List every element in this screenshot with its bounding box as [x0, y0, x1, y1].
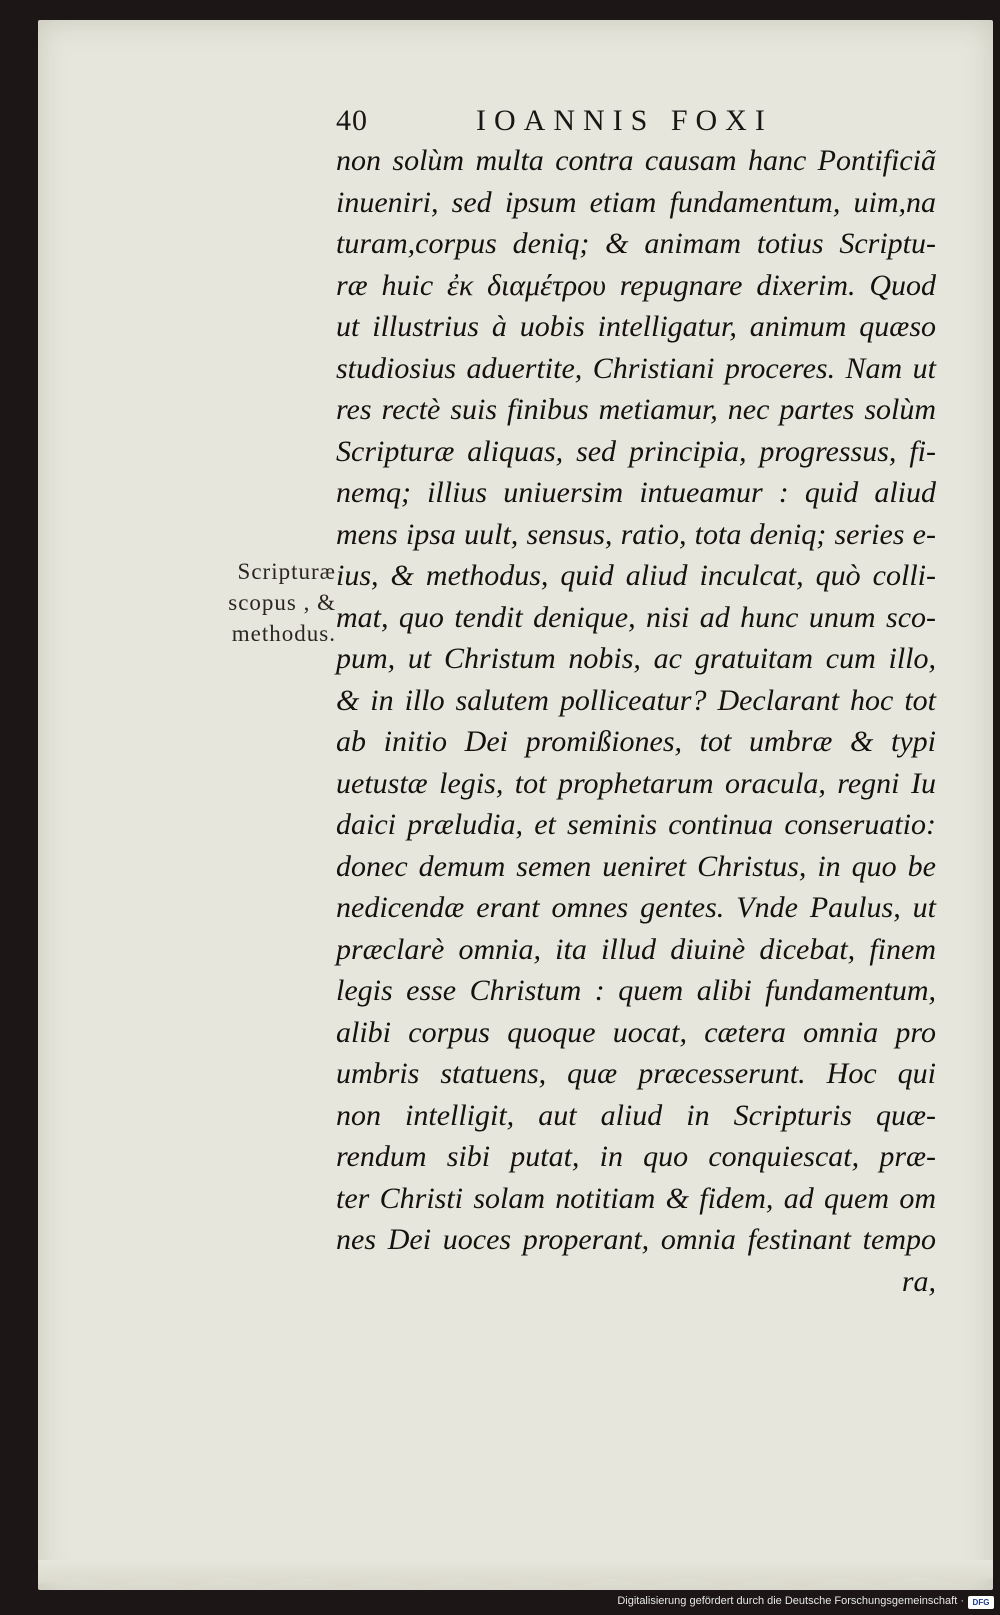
- marginal-note-line: scopus , &: [228, 590, 336, 615]
- text-line: donec demum semen ueniret Christus, in quo be: [336, 849, 936, 883]
- text-line: daici præludia, et seminis continua conseruatio:: [336, 808, 936, 841]
- text-line: alibi corpus quoque uocat, cætera omnia pro: [336, 1015, 936, 1049]
- text-line: turam,corpus deniq; & animam totius Scriptu-: [336, 227, 936, 260]
- text-line: nedicendæ erant omnes gentes. Vnde Paulus, ut: [336, 891, 936, 924]
- digitization-footer: [0, 1594, 1000, 1615]
- text-line: nemq; illius uniuersim intueamur : quid aliud: [336, 476, 936, 509]
- text-line: umbris statuens, quæ præcesserunt. Hoc qui: [336, 1057, 936, 1090]
- text-line: non solùm multa contra causam hanc Pontificiã: [336, 144, 936, 177]
- text-line: mens ipsa uult, sensus, ratio, tota deniq; series e-: [336, 517, 936, 551]
- text-line: nes Dei uoces properant, omnia festinant tempo: [336, 1223, 936, 1256]
- running-head: [336, 104, 836, 144]
- footer-credit: Digitalisierung gefördert durch die Deutsche Forschungsgemeinschaft ·: [617, 1595, 964, 1607]
- body-text: [336, 140, 936, 1302]
- page-number: 40: [336, 104, 368, 137]
- text-line: ræ huic ἐκ διαμέτρου repugnare dixerim. Quod: [336, 268, 936, 302]
- text-line: studiosius aduertite, Christiani proceres. Nam ut: [336, 351, 936, 385]
- marginal-note-line: Scripturæ: [237, 559, 336, 584]
- marginal-note-line: methodus.: [231, 621, 336, 646]
- text-line: mat, quo tendit denique, nisi ad hunc unum sco-: [336, 600, 936, 634]
- text-line: uetustæ legis, tot prophetarum oracula, regni Iu: [336, 766, 936, 800]
- text-line: inueniri, sed ipsum etiam fundamentum, uim,na: [336, 185, 936, 219]
- text-line: præclarè omnia, ita illud diuinè dicebat, finem: [336, 932, 936, 966]
- text-line: rendum sibi putat, in quo conquiescat, præ-: [336, 1140, 936, 1173]
- text-line: pum, ut Christum nobis, ac gratuitam cum illo,: [336, 642, 936, 675]
- catchword-line: ra,: [901, 1264, 936, 1298]
- text-line: ter Christi solam notitiam & fidem, ad quem om: [336, 1181, 936, 1215]
- text-line: & in illo salutem polliceatur? Declarant hoc tot: [336, 683, 936, 717]
- text-line: ius, & methodus, quid aliud inculcat, quò colli-: [336, 559, 936, 592]
- dfg-logo: DFG: [968, 1596, 994, 1609]
- text-line: ab initio Dei promißiones, tot umbræ & typi: [336, 725, 936, 758]
- text-line: legis esse Christum : quem alibi fundamentum,: [336, 974, 936, 1007]
- text-line: res rectè suis finibus metiamur, nec partes solùm: [336, 393, 936, 426]
- running-head-title: IOANNIS FOXI: [476, 104, 773, 137]
- marginal-note: [186, 556, 336, 649]
- text-line: non intelligit, aut aliud in Scripturis quæ-: [336, 1098, 936, 1132]
- text-line: ut illustrius à uobis intelligatur, animum quæso: [336, 310, 936, 343]
- text-line: Scripturæ aliquas, sed principia, progressus, fi-: [336, 434, 936, 468]
